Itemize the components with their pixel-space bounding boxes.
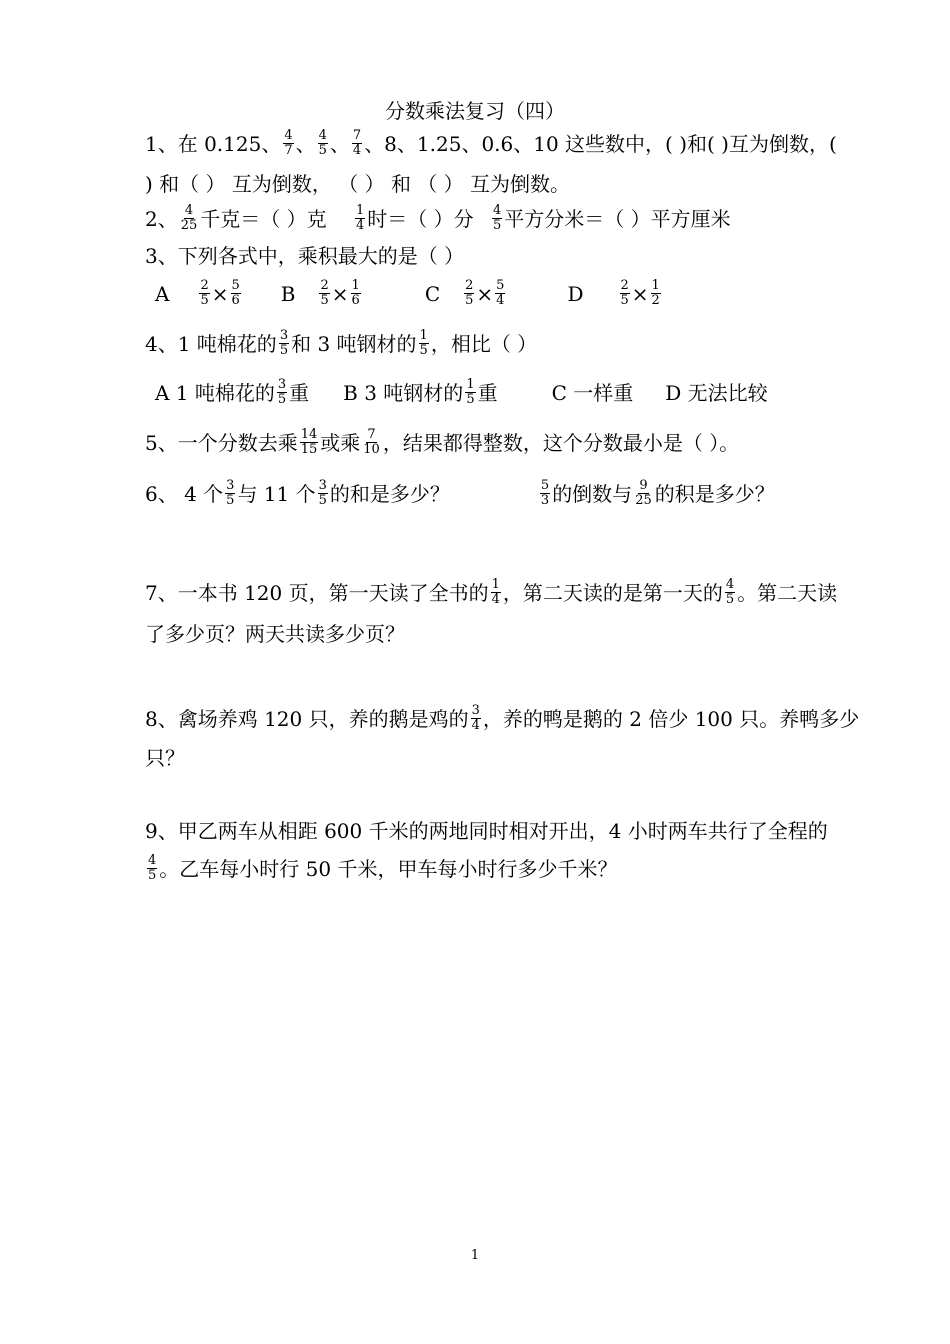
fraction: $\frac{1}{4}$ [491, 577, 500, 607]
question-3-options [155, 278, 663, 310]
option-d: D 无法比较 [665, 381, 768, 405]
q1-text-c: ) 和（ ） 互为倒数， （ ） 和 （ ） 互为倒数。 [145, 172, 571, 196]
question-5: 5、一个分数去乘 $\frac{14}{15}$ 或乘 $\frac{7}{10}$ ，结果都得整数，这个分数最小是（ ）。 [145, 427, 740, 457]
option-c: C $\frac{2}{5}$ × $\frac{5}{4}$ [424, 278, 505, 308]
question-3: 3、下列各式中，乘积最大的是（ ） [145, 244, 465, 268]
option-a: A 1 吨棉花的 [155, 381, 275, 405]
question-1-line-2 [145, 172, 570, 196]
option-c: C 一样重 [551, 381, 634, 405]
question-2: 2、 $\frac{4}{25}$ 千克＝（ ）克 $\frac{1}{4}$ 时＝（ ）分 $\frac{4}{5}$ 平方分米＝（ ）平方厘米 [145, 203, 731, 233]
fraction: $\frac{4}{25}$ [180, 203, 198, 233]
fraction: $\frac{4}{5}$ [148, 853, 157, 883]
fraction: $\frac{7}{4}$ [352, 128, 362, 158]
fraction: $\frac{5}{3}$ [540, 478, 550, 508]
option-d: D $\frac{2}{5}$ × $\frac{1}{2}$ [567, 278, 660, 308]
fraction: $\frac{7}{10}$ [363, 427, 380, 457]
fraction: $\frac{9}{25}$ [635, 478, 652, 508]
page-number: 1 [470, 1248, 480, 1263]
question-7-line-1: 7、一本书 120 页，第一天读了全书的 $\frac{1}{4}$ ，第二天读的是第一天的 $\frac{4}{5}$ 。第二天读 [145, 577, 838, 607]
question-9-line-2: $\frac{4}{5}$ 。乙车每小时行 50 千米，甲车每小时行多少千米？ [148, 853, 618, 883]
fraction: $\frac{1}{4}$ [356, 203, 365, 233]
question-8-line-1: 8、禽场养鸡 120 只，养的鹅是鸡的 $\frac{3}{4}$ ，养的鸭是鹅的 2 倍少 100 只。养鸭多少 [145, 703, 860, 733]
q1-text-a: 1、在 0.125、 [145, 132, 282, 156]
question-7-line-2: 了多少页？两天共读多少页？ [145, 622, 405, 646]
question-1-line-1: 1、在 0.125、 $\frac{4}{7}$ 、 $\frac{4}{5}$ 、 $\frac{7}{4}$ 、8、1.25、0.6、10 这些数中，( )和( )互为倒数，( [145, 128, 837, 158]
question-6: 6、 4 个 $\frac{3}{5}$ 与 11 个 $\frac{3}{5}$ 的和是多少？ $\frac{5}{3}$ 的倒数与 $\frac{9}{25}$ 的积是多少？ [145, 478, 775, 508]
fraction: $\frac{4}{5}$ [493, 203, 502, 233]
fraction: $\frac{3}{5}$ [318, 478, 327, 508]
fraction: $\frac{1}{5}$ [419, 328, 428, 358]
fraction: $\frac{4}{7}$ [284, 128, 293, 158]
q1-text-b: 、8、1.25、0.6、10 这些数中，( )和( )互为倒数，( [364, 132, 837, 156]
fraction: $\frac{3}{4}$ [471, 703, 480, 733]
option-b: B $\frac{2}{5}$ × $\frac{1}{6}$ [280, 278, 360, 308]
question-9-line-1: 9、甲乙两车从相距 600 千米的两地同时相对开出，4 小时两车共行了全程的 [145, 819, 828, 843]
fraction: $\frac{3}{5}$ [226, 478, 235, 508]
fraction: $\frac{4}{5}$ [318, 128, 327, 158]
option-b: B 3 吨钢材的 [343, 381, 464, 405]
question-4-options: A 1 吨棉花的 $\frac{3}{5}$ 重 B 3 吨钢材的 $\frac{1}{5}$ 重 C 一样重 D 无法比较 [155, 377, 768, 407]
question-4: 4、1 吨棉花的 $\frac{3}{5}$ 和 3 吨钢材的 $\frac{1}{5}$ ，相比（ ） [145, 328, 538, 358]
fraction: $\frac{3}{5}$ [279, 328, 289, 358]
fraction: $\frac{14}{15}$ [300, 427, 318, 457]
question-8-line-2: 只？ [145, 746, 185, 770]
option-a: A $\frac{2}{5}$ × $\frac{5}{6}$ [155, 278, 240, 308]
page-title: 分数乘法复习（四） [385, 99, 565, 123]
fraction: $\frac{4}{5}$ [725, 577, 735, 607]
